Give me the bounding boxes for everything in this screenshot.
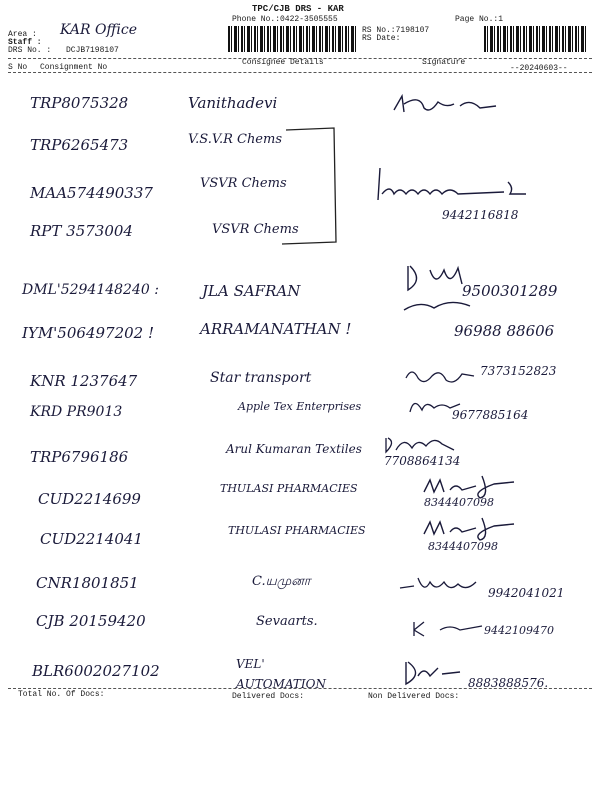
row-10-consignee: THULASI PHARMACIES (220, 482, 358, 495)
row-5-consignment: DML'5294148240 : (22, 282, 159, 298)
group-bracket (276, 124, 340, 248)
signature-row-14 (400, 656, 470, 690)
row-6-consignment: IYM'506497202 ! (22, 324, 154, 342)
staff-label: Staff : (8, 38, 42, 47)
row-12-consignee: C.யமுனா (252, 574, 311, 589)
signature-row-1 (390, 90, 500, 120)
rs-number: RS No.:7198107 (362, 26, 430, 35)
col-consignment: Consignment No (40, 63, 108, 72)
row-3-consignment: MAA574490337 (30, 184, 153, 202)
row-5-phone: 9500301289 (462, 282, 558, 300)
row-4-consignee: VSVR Chems (212, 222, 299, 237)
barcode-right (484, 26, 588, 52)
row-7-consignment: KNR 1237647 (30, 372, 138, 390)
delivered-docs: Delivered Docs: (232, 692, 305, 701)
row-9-phone: 7708864134 (384, 454, 461, 468)
row-7-consignee: Star transport (210, 370, 312, 386)
row-11-consignment: CUD2214041 (40, 530, 143, 548)
row-5-consignee: JLA SAFRAN (202, 282, 301, 300)
row-13-phone: 9442109470 (484, 624, 554, 637)
row-3-consignee: VSVR Chems (200, 176, 287, 191)
row-14-consignee: VEL' AUTOMATION (236, 657, 326, 691)
row-8-consignment: KRD PR9013 (30, 404, 123, 420)
row-9-consignee: Arul Kumaran Textiles (226, 442, 362, 456)
row-4-phone: 9442116818 (442, 208, 519, 222)
row-8-phone: 9677885164 (452, 408, 529, 422)
drs-value: DCJB7198107 (66, 46, 119, 55)
row-13-consignee: Sevaarts. (256, 614, 318, 629)
row-14-phone: 8883888576. (468, 676, 549, 690)
rs-date: RS Date: (362, 34, 401, 43)
drs-label: DRS No. : (8, 46, 52, 55)
header-rule-bottom (8, 72, 592, 73)
row-11-phone: 8344407098 (428, 540, 498, 553)
row-10-phone: 8344407098 (424, 496, 494, 509)
page-number: Page No.:1 (455, 15, 504, 24)
total-docs: Total No. Of Docs: (18, 690, 105, 699)
barcode-left (228, 26, 356, 52)
col-signature: Signature (422, 58, 466, 67)
doc-title: TPC/CJB DRS - KAR (252, 4, 344, 14)
row-9-consignment: TRP6796186 (30, 448, 129, 466)
row-4-consignment: RPT 3573004 (30, 222, 133, 240)
signature-row-11 (420, 514, 520, 542)
footer-rule (8, 688, 592, 689)
col-sno: S No (8, 63, 28, 72)
col-date: --20240603-- (510, 64, 568, 73)
phone-number: Phone No.:0422-3505555 (232, 15, 338, 24)
row-2-consignment: TRP6265473 (30, 136, 129, 154)
row-2-consignee: V.S.V.R Chems (188, 132, 283, 147)
signature-row-7 (400, 364, 480, 390)
area-label: Area : (8, 30, 37, 39)
row-8-consignee: Apple Tex Enterprises (238, 400, 362, 413)
row-7-phone: 7373152823 (480, 364, 557, 378)
row-13-consignment: CJB 20159420 (36, 612, 146, 630)
signature-row-12 (396, 572, 486, 598)
signature-row-13 (410, 614, 490, 640)
row-1-consignment: TRP8075328 (30, 94, 129, 112)
row-10-consignment: CUD2214699 (38, 490, 141, 508)
row-11-consignee: THULASI PHARMACIES (228, 524, 366, 537)
signature-row-10 (420, 472, 520, 500)
row-6-consignee: ARRAMANATHAN ! (200, 320, 352, 338)
row-1-consignee: Vanithadevi (188, 94, 278, 112)
area-value: KAR Office (60, 22, 137, 38)
signature-row-3 (374, 164, 534, 204)
non-delivered-docs: Non Delivered Docs: (368, 692, 460, 701)
row-14-consignment: BLR6002027102 (32, 662, 160, 680)
signature-row-5 (400, 260, 490, 320)
row-12-phone: 9942041021 (488, 586, 565, 600)
col-consignee: Consignee Details (242, 58, 324, 67)
signature-row-9 (382, 432, 462, 456)
row-12-consignment: CNR1801851 (36, 574, 139, 592)
row-6-phone: 96988 88606 (454, 322, 555, 340)
signature-row-8 (404, 394, 464, 418)
